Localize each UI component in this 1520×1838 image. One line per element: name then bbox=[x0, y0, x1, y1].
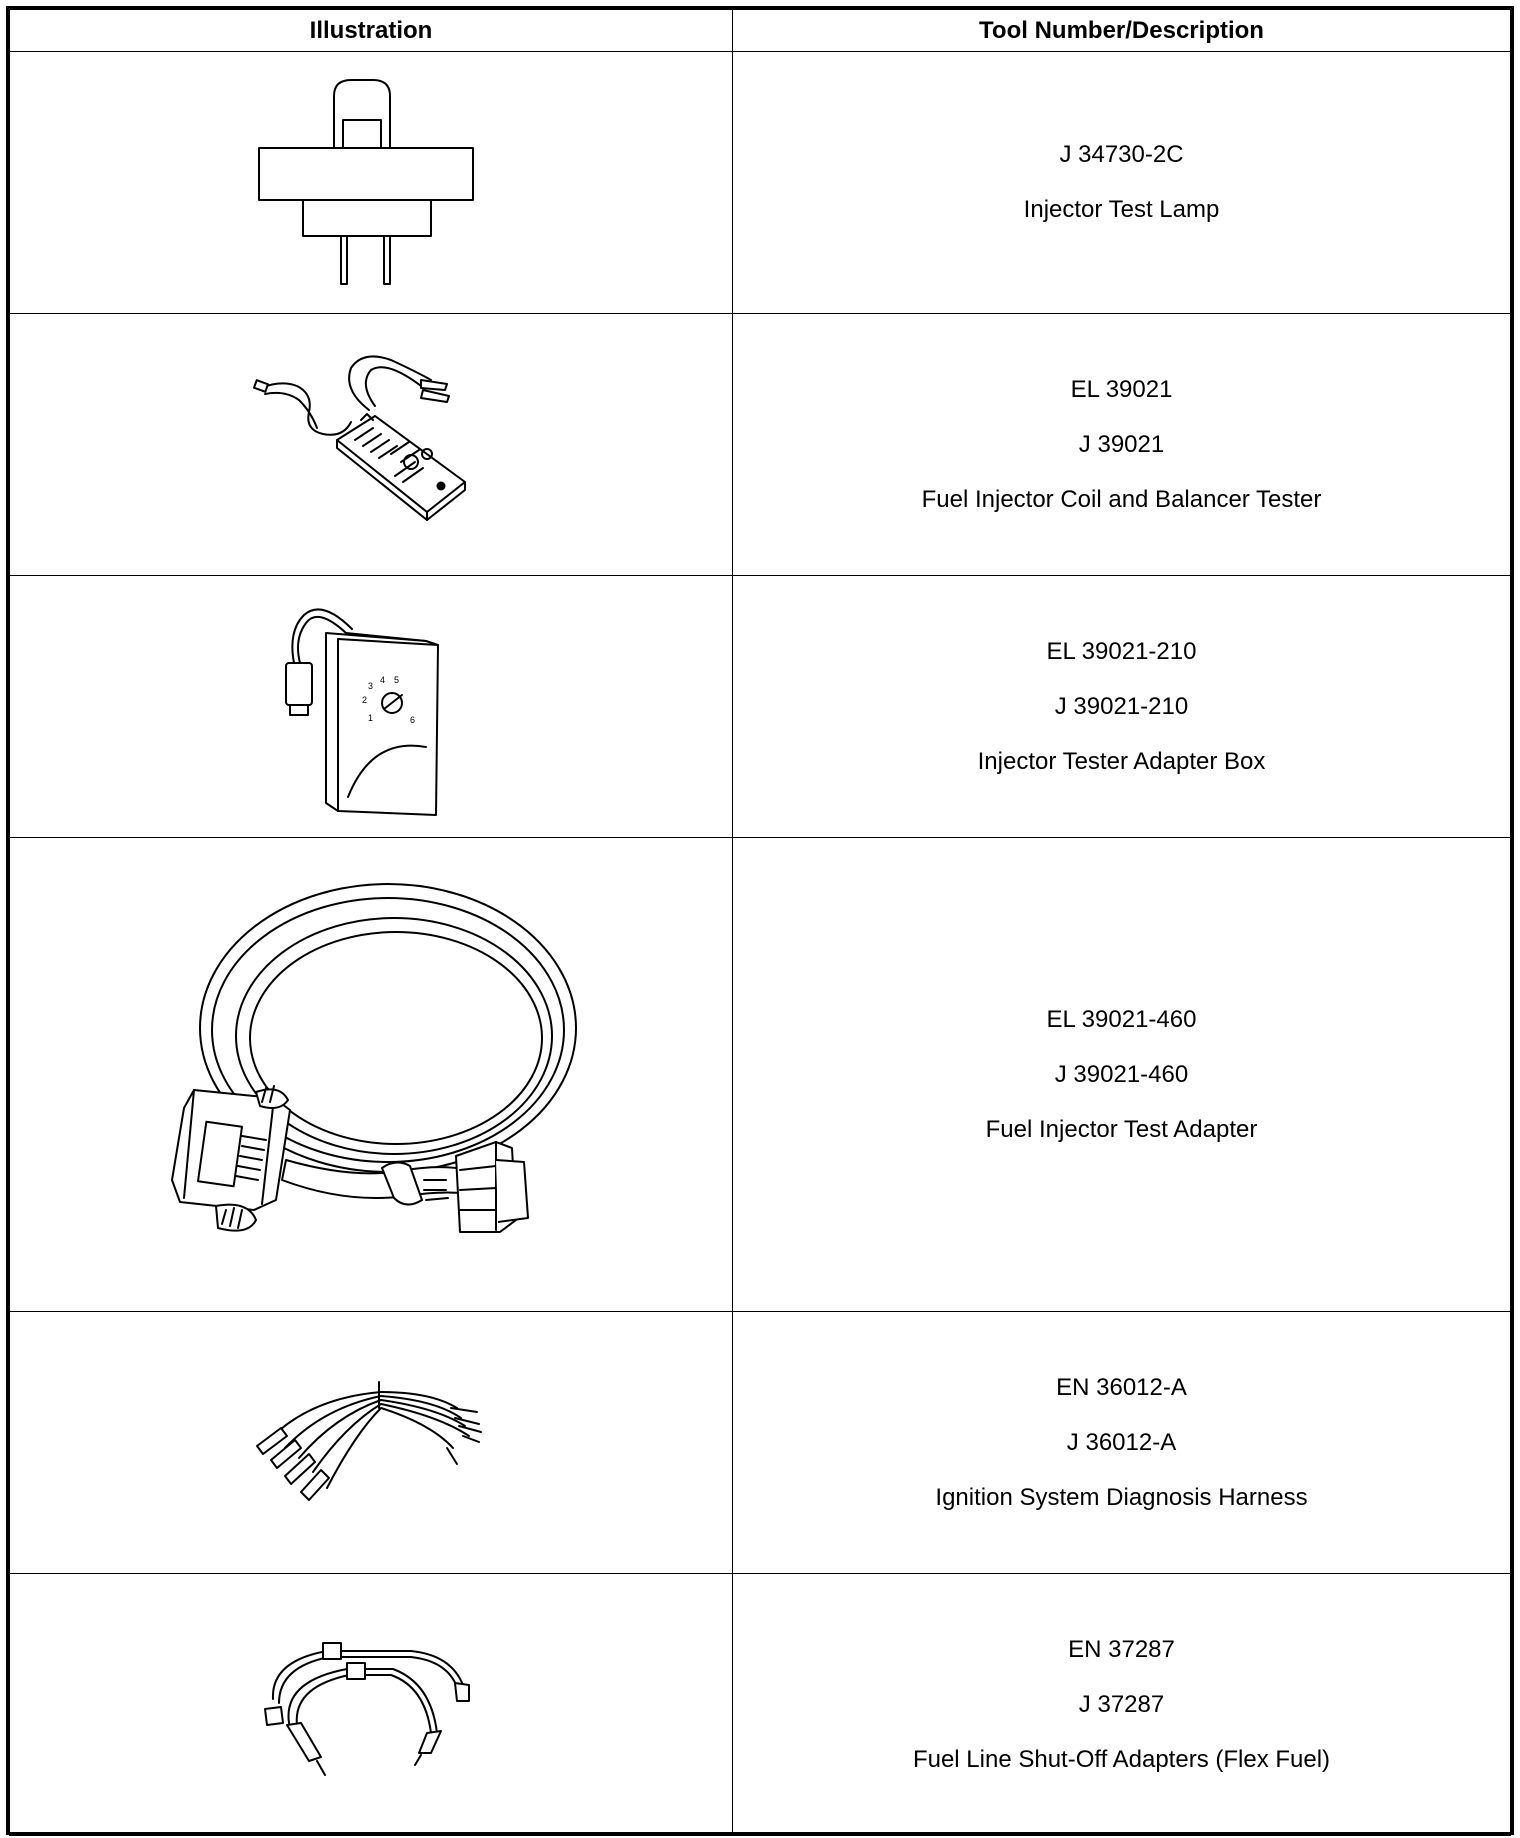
tool-number: J 39021-460 bbox=[1054, 1060, 1189, 1088]
ignition-diagnosis-harness-illustration bbox=[251, 1368, 491, 1518]
tool-description: Fuel Injector Test Adapter bbox=[985, 1115, 1258, 1143]
tool-number: EN 36012-A bbox=[1056, 1373, 1187, 1401]
tool-description: Fuel Injector Coil and Balancer Tester bbox=[921, 485, 1322, 513]
tool-number: J 39021-210 bbox=[1054, 692, 1189, 720]
illustration-cell bbox=[10, 838, 733, 1312]
svg-text:6: 6 bbox=[410, 714, 416, 725]
illustration-cell bbox=[10, 1312, 733, 1574]
illustration-column-header: Illustration bbox=[10, 10, 733, 52]
table-row bbox=[10, 1312, 1511, 1574]
tool-description: Ignition System Diagnosis Harness bbox=[935, 1483, 1308, 1511]
svg-text:2: 2 bbox=[362, 694, 368, 705]
tool-description-cell bbox=[733, 1574, 1511, 1836]
tool-description: Fuel Line Shut-Off Adapters (Flex Fuel) bbox=[912, 1745, 1331, 1773]
svg-text:5: 5 bbox=[394, 674, 400, 685]
tool-number: EN 37287 bbox=[1068, 1635, 1175, 1663]
special-tools-table bbox=[9, 9, 1511, 1836]
special-tools-table-frame bbox=[6, 6, 1514, 1835]
injector-coil-balancer-tester-illustration bbox=[251, 350, 491, 540]
tool-column-header: Tool Number/Description bbox=[733, 10, 1511, 52]
tool-description: Injector Test Lamp bbox=[1023, 196, 1220, 223]
tool-number: EL 39021-210 bbox=[1046, 637, 1197, 665]
injector-tester-adapter-box-illustration bbox=[276, 597, 466, 817]
table-row bbox=[10, 838, 1511, 1312]
table-row bbox=[10, 1574, 1511, 1836]
tool-number: J 34730-2C bbox=[1059, 141, 1184, 168]
tool-number: J 36012-A bbox=[1066, 1428, 1177, 1456]
tool-number: J 37287 bbox=[1078, 1690, 1165, 1718]
svg-text:4: 4 bbox=[380, 674, 386, 685]
injector-test-lamp-illustration bbox=[251, 78, 491, 288]
fuel-line-shutoff-adapters-illustration bbox=[251, 1625, 491, 1785]
table-row bbox=[10, 314, 1511, 576]
svg-text:3: 3 bbox=[368, 680, 374, 691]
tool-description-cell bbox=[733, 838, 1511, 1312]
table-header-row bbox=[10, 10, 1511, 52]
table-row bbox=[10, 52, 1511, 314]
tool-number: J 39021 bbox=[1078, 430, 1165, 458]
tool-description: Injector Tester Adapter Box bbox=[977, 747, 1266, 775]
svg-text:1: 1 bbox=[368, 712, 374, 723]
illustration-cell bbox=[10, 314, 733, 576]
tool-number: EL 39021 bbox=[1070, 375, 1173, 403]
tool-number: EL 39021-460 bbox=[1046, 1005, 1197, 1033]
table-row bbox=[10, 576, 1511, 838]
tool-description-cell bbox=[733, 576, 1511, 838]
tool-description-cell bbox=[733, 314, 1511, 576]
illustration-cell bbox=[10, 52, 733, 314]
tool-description-cell bbox=[733, 52, 1511, 314]
fuel-injector-test-adapter-illustration bbox=[156, 880, 586, 1270]
illustration-cell bbox=[10, 576, 733, 838]
tool-description-cell bbox=[733, 1312, 1511, 1574]
illustration-cell bbox=[10, 1574, 733, 1836]
